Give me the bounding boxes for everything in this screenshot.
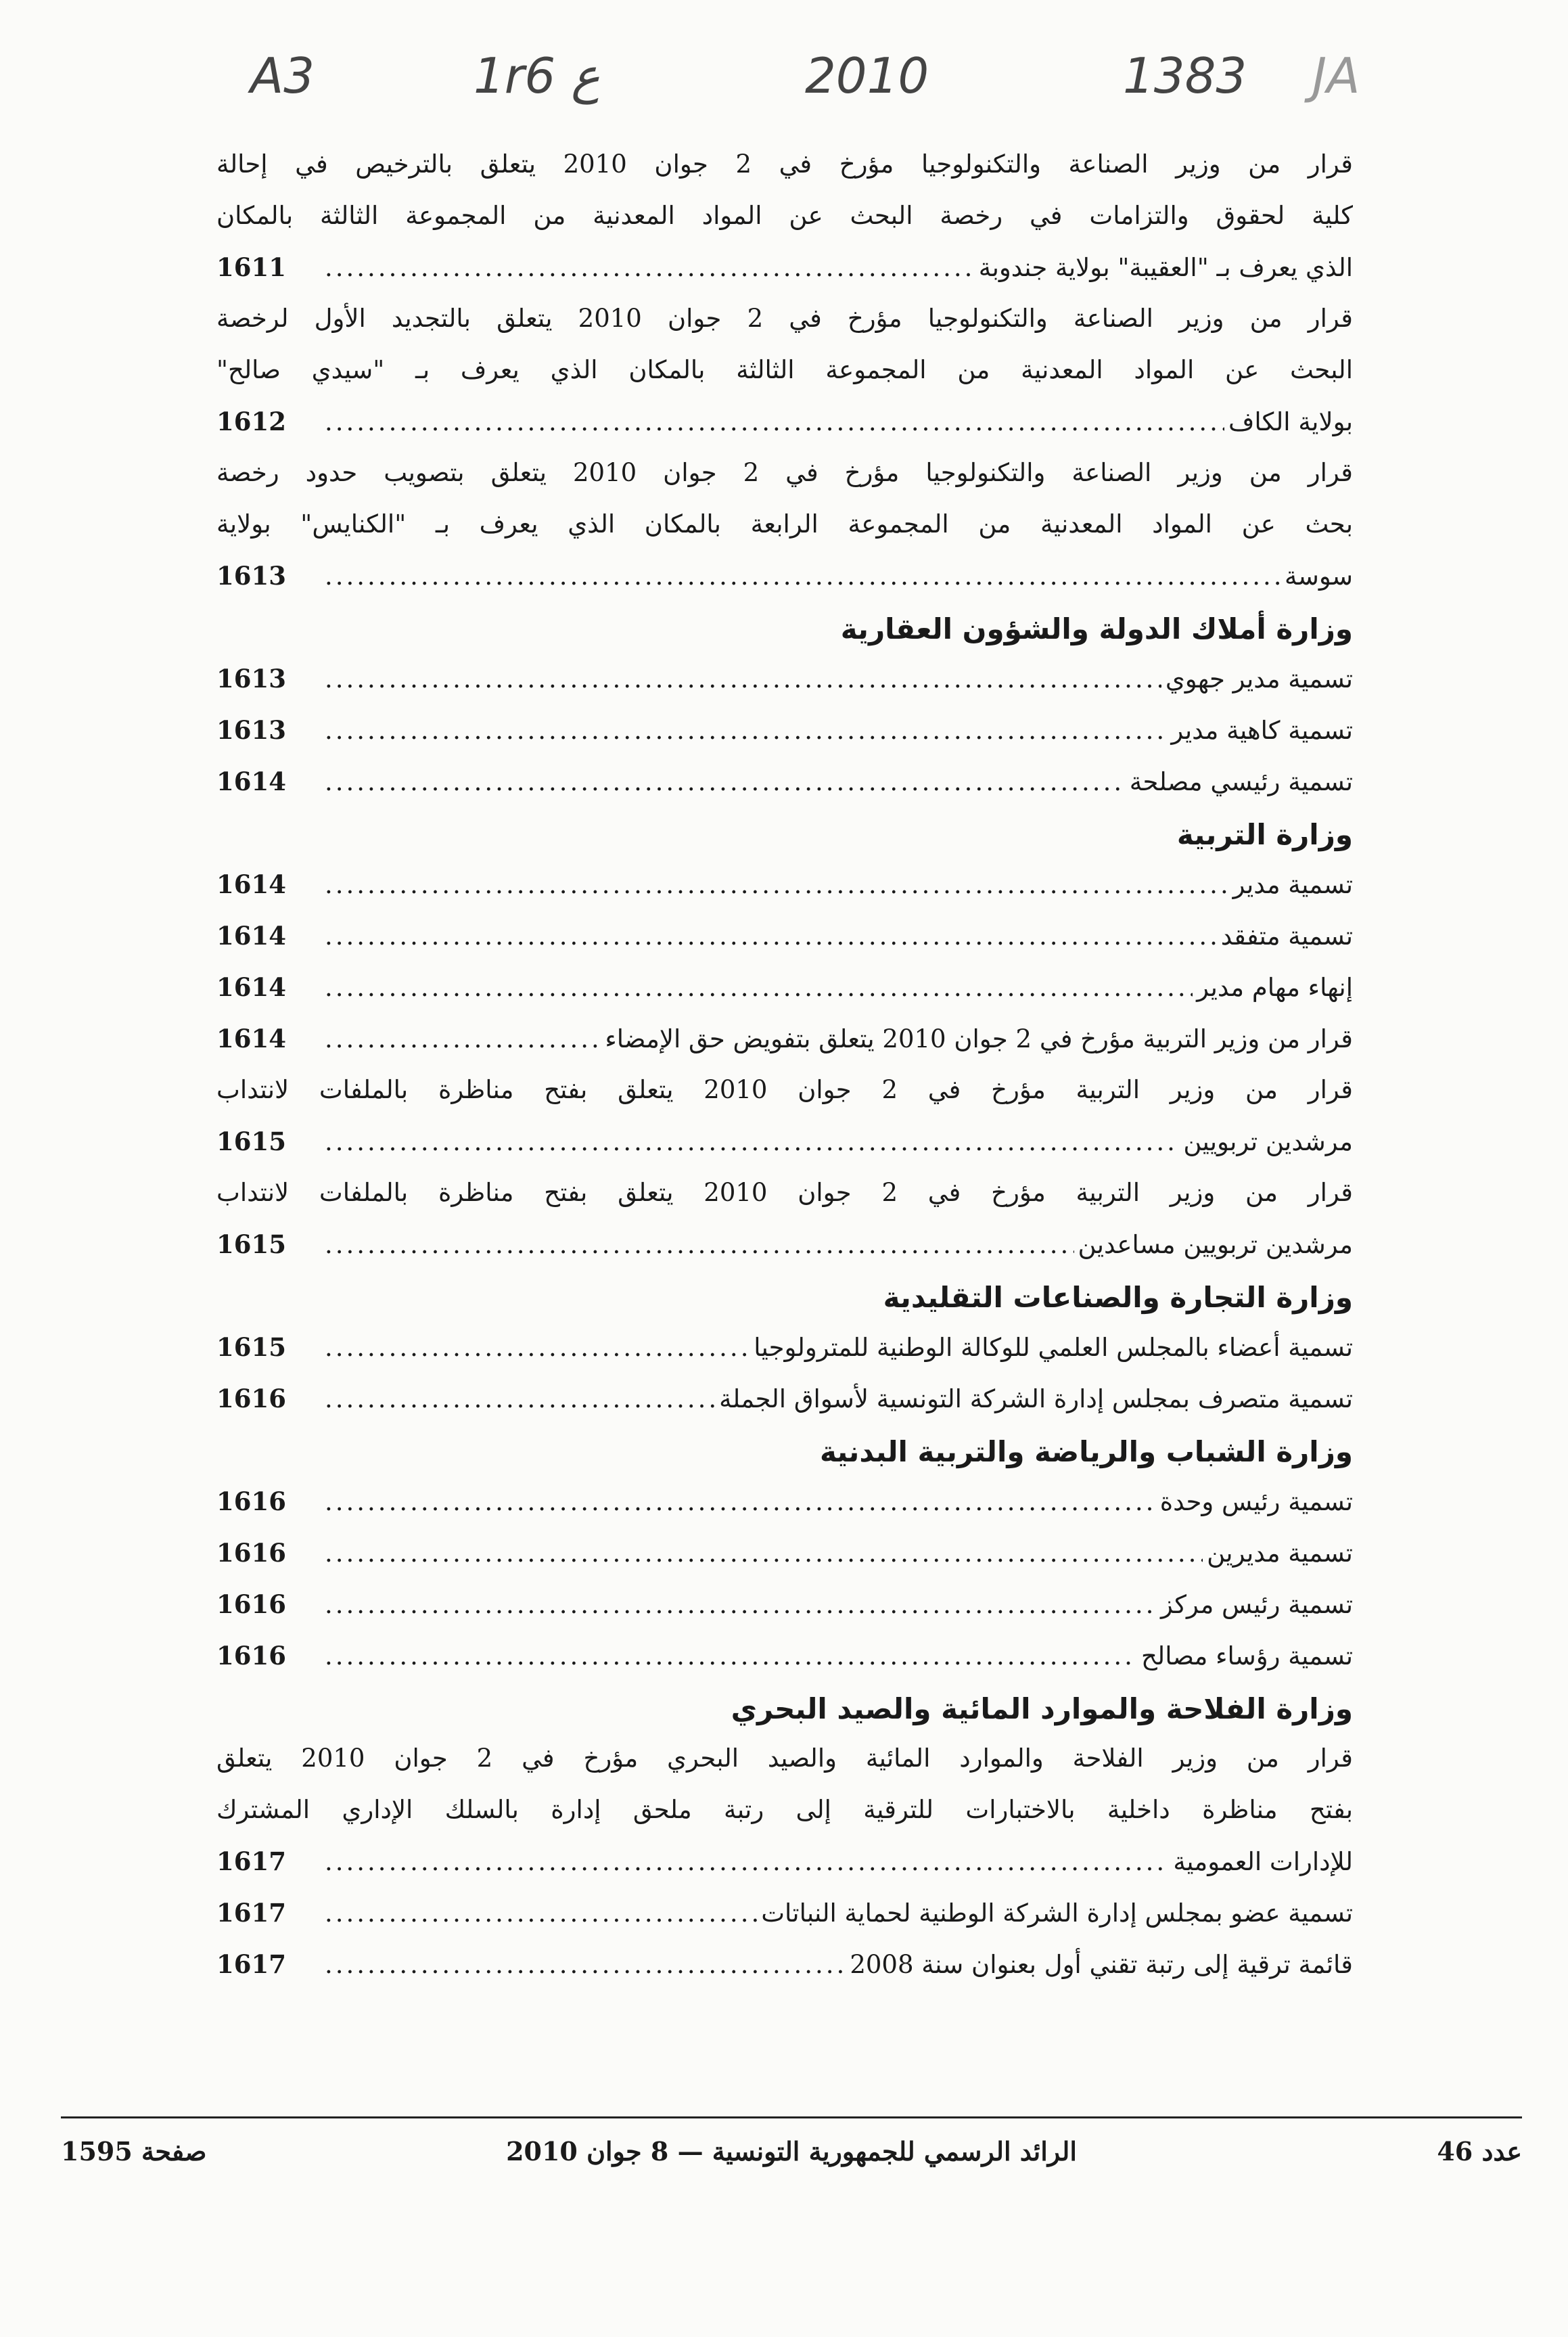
toc-page-number: 1616 <box>216 1384 286 1413</box>
toc-entry-text: للإدارات العمومية <box>1173 1847 1353 1876</box>
toc-entry-line <box>216 910 1353 961</box>
toc-page-number: 1617 <box>216 1898 286 1928</box>
ministry-heading: وزارة الشباب والرياضة والتربية البدنية <box>819 1435 1353 1468</box>
toc-entry-text: تسمية مدير جهوي <box>1165 664 1353 694</box>
dot-leader <box>325 1116 1179 1167</box>
dot-leader <box>325 962 1193 1013</box>
toc-page-number: 1614 <box>216 1024 286 1053</box>
toc-page-number: 1617 <box>216 1949 286 1979</box>
toc-entry-text: قائمة ترقية إلى رتبة تقني أول بعنوان سنة 2008 <box>850 1950 1353 1979</box>
toc-entry-text: تسمية مديرين <box>1207 1539 1353 1568</box>
dot-leader <box>325 911 1217 961</box>
toc-page-number: 1615 <box>216 1332 286 1362</box>
toc-page-number: 1612 <box>216 407 286 436</box>
page-footer <box>61 2131 1522 2172</box>
toc-entry <box>216 1887 1353 1938</box>
toc-entry-line <box>216 961 1353 1013</box>
toc-entry-line <box>216 1013 1353 1064</box>
handwritten-annotations <box>0 47 1568 122</box>
toc-entry-line <box>216 1321 1353 1373</box>
toc-page-number: 1616 <box>216 1487 286 1516</box>
toc-entry-line: بحث عن المواد المعدنية من المجموعة الرابعة بالمكان الذي يعرف بـ "الكنايس" بولاية <box>216 509 1353 539</box>
dot-leader <box>325 1631 1137 1681</box>
toc-entry-text: مرشدين تربويين مساعدين <box>1078 1230 1353 1259</box>
handwritten-note: 1r6 ع <box>474 47 601 104</box>
toc-entry-line <box>216 653 1353 704</box>
handwritten-note: JA <box>1312 47 1360 104</box>
ministry-heading: وزارة الفلاحة والموارد المائية والصيد البحري <box>731 1692 1353 1725</box>
toc-entry <box>216 756 1353 807</box>
page-number: صفحة 1595 <box>61 2136 207 2166</box>
ministry-heading: وزارة التجارة والصناعات التقليدية <box>883 1281 1353 1314</box>
toc-entry <box>216 653 1353 704</box>
toc-entry <box>216 1064 1353 1167</box>
toc-entry-line <box>216 859 1353 910</box>
table-of-contents <box>216 139 1353 1990</box>
toc-entry-text: بولاية الكاف <box>1228 407 1353 436</box>
toc-entry <box>216 910 1353 961</box>
toc-entry-text: تسمية متفقد <box>1220 922 1353 951</box>
toc-entry <box>216 1527 1353 1579</box>
dot-leader <box>325 551 1281 602</box>
toc-entry <box>216 293 1353 447</box>
dot-leader <box>325 1528 1203 1579</box>
toc-page-number: 1614 <box>216 972 286 1002</box>
dot-leader <box>325 756 1126 807</box>
dot-leader <box>325 859 1229 910</box>
issue-number: عدد 46 <box>1437 2136 1522 2166</box>
toc-entry <box>216 1321 1353 1373</box>
toc-entry-text: تسمية مدير <box>1232 870 1353 899</box>
toc-entry-line <box>216 1836 1353 1887</box>
toc-entry-line: بفتح مناظرة داخلية بالاختبارات للترقية إلى رتبة ملحق إدارة بالسلك الإداري المشترك <box>216 1795 1353 1824</box>
toc-entry <box>216 139 1353 293</box>
ministry-heading: وزارة التربية <box>1176 818 1353 851</box>
toc-entry-line <box>216 1116 1353 1167</box>
toc-entry-line: قرار من وزير الصناعة والتكنولوجيا مؤرخ في 2 جوان 2010 يتعلق بالتجديد الأول لرخصة <box>216 304 1353 333</box>
toc-entry-line <box>216 1219 1353 1270</box>
toc-entry-text: سوسة <box>1285 562 1353 591</box>
toc-entry <box>216 961 1353 1013</box>
dot-leader <box>325 1322 750 1373</box>
dot-leader <box>325 1888 757 1938</box>
toc-entry <box>216 1938 1353 1990</box>
toc-entry <box>216 859 1353 910</box>
handwritten-note: 1383 <box>1123 47 1247 104</box>
toc-entry-line <box>216 1938 1353 1990</box>
ministry-heading: وزارة أملاك الدولة والشؤون العقارية <box>840 612 1353 645</box>
toc-entry-line <box>216 1887 1353 1938</box>
journal-title: الرائد الرسمي للجمهورية التونسية — 8 جوان 2010 <box>506 2136 1077 2166</box>
dot-leader <box>325 242 975 293</box>
dot-leader <box>325 1374 715 1424</box>
dot-leader <box>325 1476 1156 1527</box>
toc-entry-text: الذي يعرف بـ "العقيبة" بولاية جندوبة <box>978 253 1353 282</box>
toc-entry-line <box>216 1579 1353 1630</box>
toc-entry <box>216 1167 1353 1270</box>
toc-entry-line <box>216 1476 1353 1527</box>
toc-entry-line: قرار من وزير التربية مؤرخ في 2 جوان 2010 يتعلق بفتح مناظرة بالملفات لانتداب <box>216 1178 1353 1207</box>
toc-entry-line: قرار من وزير التربية مؤرخ في 2 جوان 2010 يتعلق بفتح مناظرة بالملفات لانتداب <box>216 1075 1353 1104</box>
toc-entry-text: تسمية رئيس مركز <box>1161 1590 1353 1619</box>
dot-leader <box>325 1219 1074 1270</box>
toc-page-number: 1617 <box>216 1846 286 1876</box>
toc-entry-line: قرار من وزير الصناعة والتكنولوجيا مؤرخ في 2 جوان 2010 يتعلق بالترخيص في إحالة <box>216 150 1353 179</box>
toc-entry-text: تسمية عضو بمجلس إدارة الشركة الوطنية لحماية النباتات <box>761 1899 1353 1928</box>
toc-entry-line: قرار من وزير الصناعة والتكنولوجيا مؤرخ في 2 جوان 2010 يتعلق بتصويب حدود رخصة <box>216 458 1353 487</box>
toc-entry-line <box>216 756 1353 807</box>
toc-page-number: 1615 <box>216 1127 286 1156</box>
dot-leader <box>325 1579 1157 1630</box>
dot-leader <box>325 396 1224 447</box>
toc-entry-line <box>216 550 1353 602</box>
toc-entry-line: البحث عن المواد المعدنية من المجموعة الثالثة بالمكان الذي يعرف بـ "سيدي صالح" <box>216 355 1353 384</box>
toc-entry-line <box>216 704 1353 756</box>
toc-page-number: 1614 <box>216 767 286 796</box>
toc-page-number: 1616 <box>216 1538 286 1568</box>
toc-page-number: 1613 <box>216 561 286 591</box>
handwritten-note: 2010 <box>805 47 929 104</box>
toc-entry-text: تسمية رؤساء مصالح <box>1141 1641 1353 1671</box>
toc-page-number: 1614 <box>216 921 286 951</box>
toc-entry <box>216 1579 1353 1630</box>
toc-entry-line: قرار من وزير الفلاحة والموارد المائية والصيد البحري مؤرخ في 2 جوان 2010 يتعلق <box>216 1744 1353 1773</box>
toc-entry-text: تسمية أعضاء بالمجلس العلمي للوكالة الوطنية للمترولوجيا <box>754 1333 1353 1362</box>
toc-entry-text: تسمية رئيسي مصلحة <box>1129 767 1353 796</box>
toc-entry-text: قرار من وزير التربية مؤرخ في 2 جوان 2010 يتعلق بتفويض حق الإمضاء <box>605 1024 1353 1053</box>
footer-divider <box>61 2116 1522 2118</box>
toc-page-number: 1613 <box>216 664 286 694</box>
toc-entry <box>216 1373 1353 1424</box>
toc-entry-line <box>216 1527 1353 1579</box>
toc-entry-text: تسمية كاهية مدير <box>1171 716 1353 745</box>
dot-leader <box>325 705 1167 756</box>
toc-entry-text: مرشدين تربويين <box>1183 1127 1353 1156</box>
toc-entry <box>216 1476 1353 1527</box>
toc-entry-text: تسمية رئيس وحدة <box>1159 1487 1353 1516</box>
dot-leader <box>325 1014 601 1064</box>
dot-leader <box>325 1836 1169 1887</box>
toc-entry <box>216 447 1353 602</box>
toc-entry <box>216 1013 1353 1064</box>
toc-page-number: 1616 <box>216 1641 286 1671</box>
toc-entry <box>216 1630 1353 1681</box>
dot-leader <box>325 654 1161 704</box>
toc-entry <box>216 1733 1353 1887</box>
toc-page-number: 1614 <box>216 869 286 899</box>
toc-page-number: 1613 <box>216 715 286 745</box>
toc-entry-text: تسمية متصرف بمجلس إدارة الشركة التونسية لأسواق الجملة <box>719 1384 1353 1413</box>
handwritten-note: A3 <box>250 47 315 104</box>
toc-entry-line <box>216 1373 1353 1424</box>
toc-entry-line <box>216 1630 1353 1681</box>
toc-entry-text: إنهاء مهام مدير <box>1197 973 1353 1002</box>
dot-leader <box>325 1939 846 1990</box>
toc-page-number: 1611 <box>216 252 286 282</box>
toc-entry-line <box>216 396 1353 447</box>
toc-entry-line <box>216 242 1353 293</box>
toc-entry-line: كلية لحقوق والتزامات في رخصة البحث عن المواد المعدنية من المجموعة الثالثة بالمكان <box>216 201 1353 230</box>
toc-entry <box>216 704 1353 756</box>
toc-page-number: 1615 <box>216 1229 286 1259</box>
toc-page-number: 1616 <box>216 1589 286 1619</box>
